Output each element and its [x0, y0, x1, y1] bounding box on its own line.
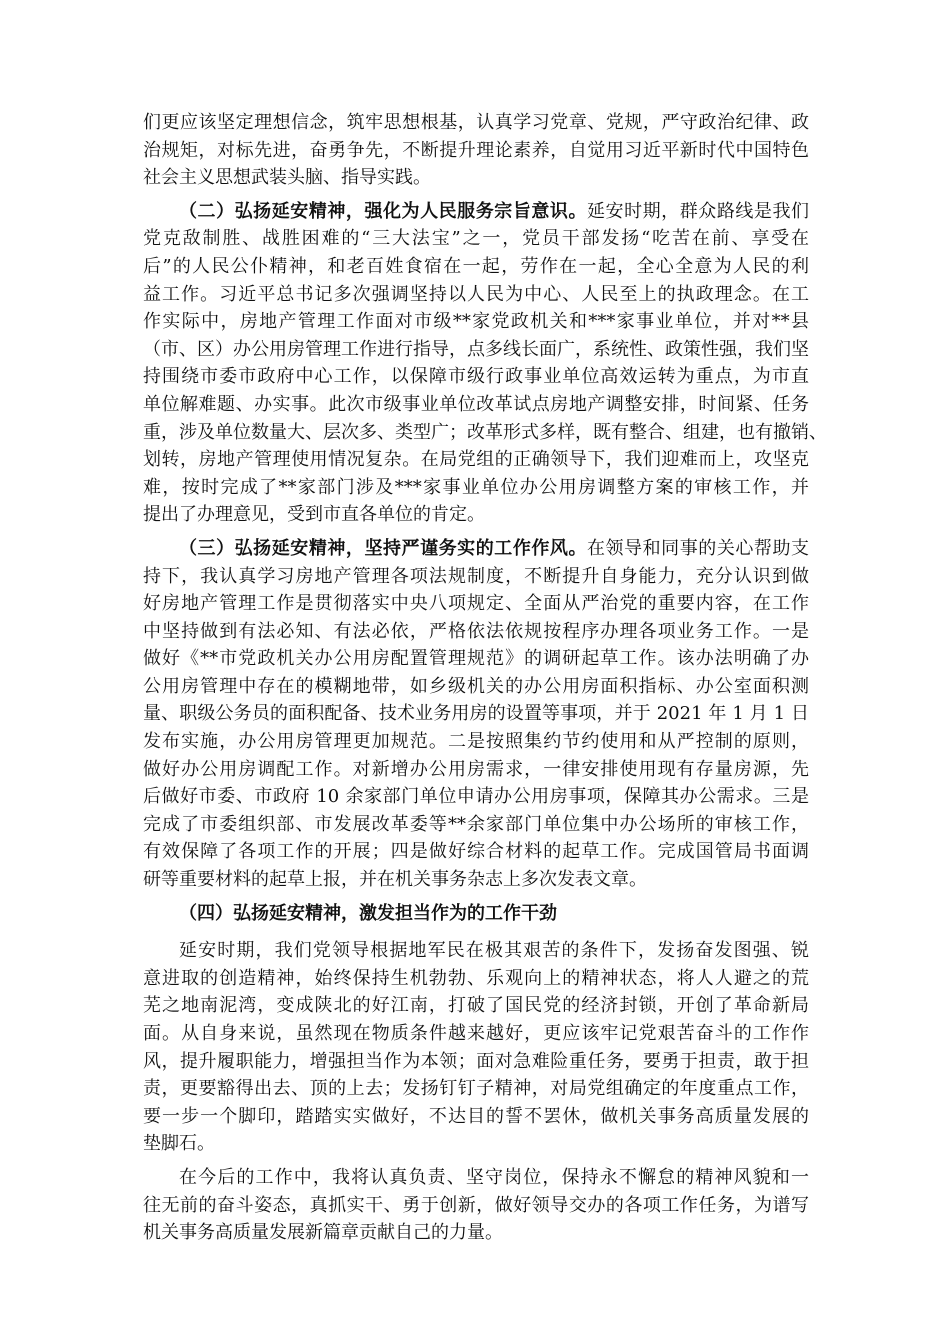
text-line: 面。从自身来说，虽然现在物质条件越来越好，更应该牢记党艰苦奋斗的工作作	[143, 1023, 809, 1044]
text-line: 机关事务高质量发展新篇章贡献自己的力量。	[143, 1222, 503, 1244]
text-line: 量、职级公务员的面积配备、技术业务用房的设置等事项，并于 2021 年 1 月 1 日	[143, 703, 809, 725]
text-line: 意进取的创造精神，始终保持生机勃勃、乐观向上的精神状态，将人人避之的荒	[143, 967, 809, 989]
text-line: 公用房管理中存在的模糊地带，如乡级机关的办公用房面积指标、办公室面积测	[143, 675, 809, 697]
text-line: 重，涉及单位数量大、层次多、类型广；改革形式多样，既有整合、组建，也有撤销、	[143, 421, 827, 443]
text-line	[143, 198, 809, 226]
text-line: 后做好市委、市政府 10 余家部门单位申请办公用房事项，保障其办公需求。三是	[143, 786, 809, 808]
text-line: 社会主义思想武装头脑、指导实践。	[143, 167, 431, 189]
text-line: 持围绕市委市政府中心工作，以保障市级行政事业单位高效运转为重点，为市直	[143, 366, 809, 388]
paragraph-2	[143, 198, 827, 529]
document-page	[143, 109, 827, 1253]
text-line: 党克敌制胜、战胜困难的“三大法宝”之一，党员干部发扬“吃苦在前、享受在	[143, 228, 809, 250]
text-line: 作实际中，房地产管理工作面对市级**家党政机关和***家事业单位，并对**县	[143, 311, 809, 333]
paragraph-3	[143, 535, 809, 894]
text-line: 要一步一个脚印，踏踏实实做好，不达目的誓不罢休，做机关事务高质量发展的	[143, 1105, 809, 1127]
text-line: 治规矩，对标先进，奋勇争先，不断提升理论素养，自觉用习近平新时代中国特色	[143, 139, 809, 161]
text-line: 研等重要材料的起草上报，并在机关事务杂志上多次发表文章。	[143, 869, 647, 891]
text-line: 完成了市委组织部、市发展改革委等**余家部门单位集中办公场所的审核工作，	[143, 813, 809, 835]
section-heading-3: （三）弘扬延安精神，坚持严谨务实的工作作风。	[179, 537, 587, 559]
text-line: 益工作。习近平总书记多次强调坚持以人民为中心、人民至上的执政理念。在工	[143, 283, 809, 305]
text-line: 垫脚石。	[143, 1133, 215, 1155]
text-line: 有效保障了各项工作的开展；四是做好综合材料的起草工作。完成国管局书面调	[143, 841, 809, 863]
text-span: 延安时期，群众路线是我们	[587, 200, 809, 222]
paragraph-4	[143, 937, 809, 1158]
text-line: 好房地产管理工作是贯彻落实中央八项规定、全面从严治党的重要内容，在工作	[143, 593, 809, 615]
text-line: 芜之地南泥湾，变成陕北的好江南，打破了国民党的经济封锁，开创了革命新局	[143, 995, 809, 1017]
text-line: 延安时期，我们党领导根据地军民在极其艰苦的条件下，发扬奋发图强、锐	[179, 940, 809, 962]
text-line: （市、区）办公用房管理工作进行指导，点多线长面广，系统性、政策性强，我们坚	[143, 338, 809, 360]
text-line: 难，按时完成了**家部门涉及***家事业单位办公用房调整方案的审核工作，并	[143, 476, 809, 498]
text-line: 中坚持做到有法必知、有法必依，严格依法依规按程序办理各项业务工作。一是	[143, 620, 809, 642]
section-heading-4: （四）弘扬延安精神，激发担当作为的工作干劲	[179, 902, 557, 924]
text-line	[143, 535, 809, 563]
text-line: 们更应该坚定理想信念，筑牢思想根基，认真学习党章、党规，严守政治纪律、政	[143, 112, 809, 133]
text-line: 单位解难题、办实事。此次市级事业单位改革试点房地产调整安排，时间紧、任务	[143, 393, 809, 415]
text-span: 在领导和同事的关心帮助支	[587, 537, 809, 559]
paragraph-5	[143, 1164, 809, 1247]
text-line: 在今后的工作中，我将认真负责、坚守岗位，保持永不懈怠的精神风貌和一	[179, 1166, 809, 1188]
text-line: 持下，我认真学习房地产管理各项法规制度，不断提升自身能力，充分认识到做	[143, 565, 809, 587]
section-heading-4-block	[143, 900, 809, 928]
text-line: 划转，房地产管理使用情况复杂。在局党组的正确领导下，我们迎难而上，攻坚克	[143, 449, 809, 471]
text-line: 责，更要豁得出去、顶的上去；发扬钉钉子精神，对局党组确定的年度重点工作，	[143, 1078, 809, 1100]
text-line: 后”的人民公仆精神，和老百姓食宿在一起，劳作在一起，全心全意为人民的利	[143, 255, 809, 277]
text-line: 风，提升履职能力，增强担当作为本领；面对急难险重任务，要勇于担责，敢于担	[143, 1050, 809, 1072]
text-line: 做好办公用房调配工作。对新增办公用房需求，一律安排使用现有存量房源，先	[143, 758, 809, 780]
section-heading-2: （二）弘扬延安精神，强化为人民服务宗旨意识。	[179, 200, 587, 222]
text-line: 做好《**市党政机关办公用房配置管理规范》的调研起草工作。该办法明确了办	[143, 648, 809, 670]
paragraph-1	[143, 109, 809, 192]
text-line: 发布实施，办公用房管理更加规范。二是按照集约节约使用和从严控制的原则，	[143, 731, 809, 753]
text-line: 往无前的奋斗姿态，真抓实干、勇于创新，做好领导交办的各项工作任务，为谱写	[143, 1194, 809, 1216]
text-line: 提出了办理意见，受到市直各单位的肯定。	[143, 504, 485, 526]
